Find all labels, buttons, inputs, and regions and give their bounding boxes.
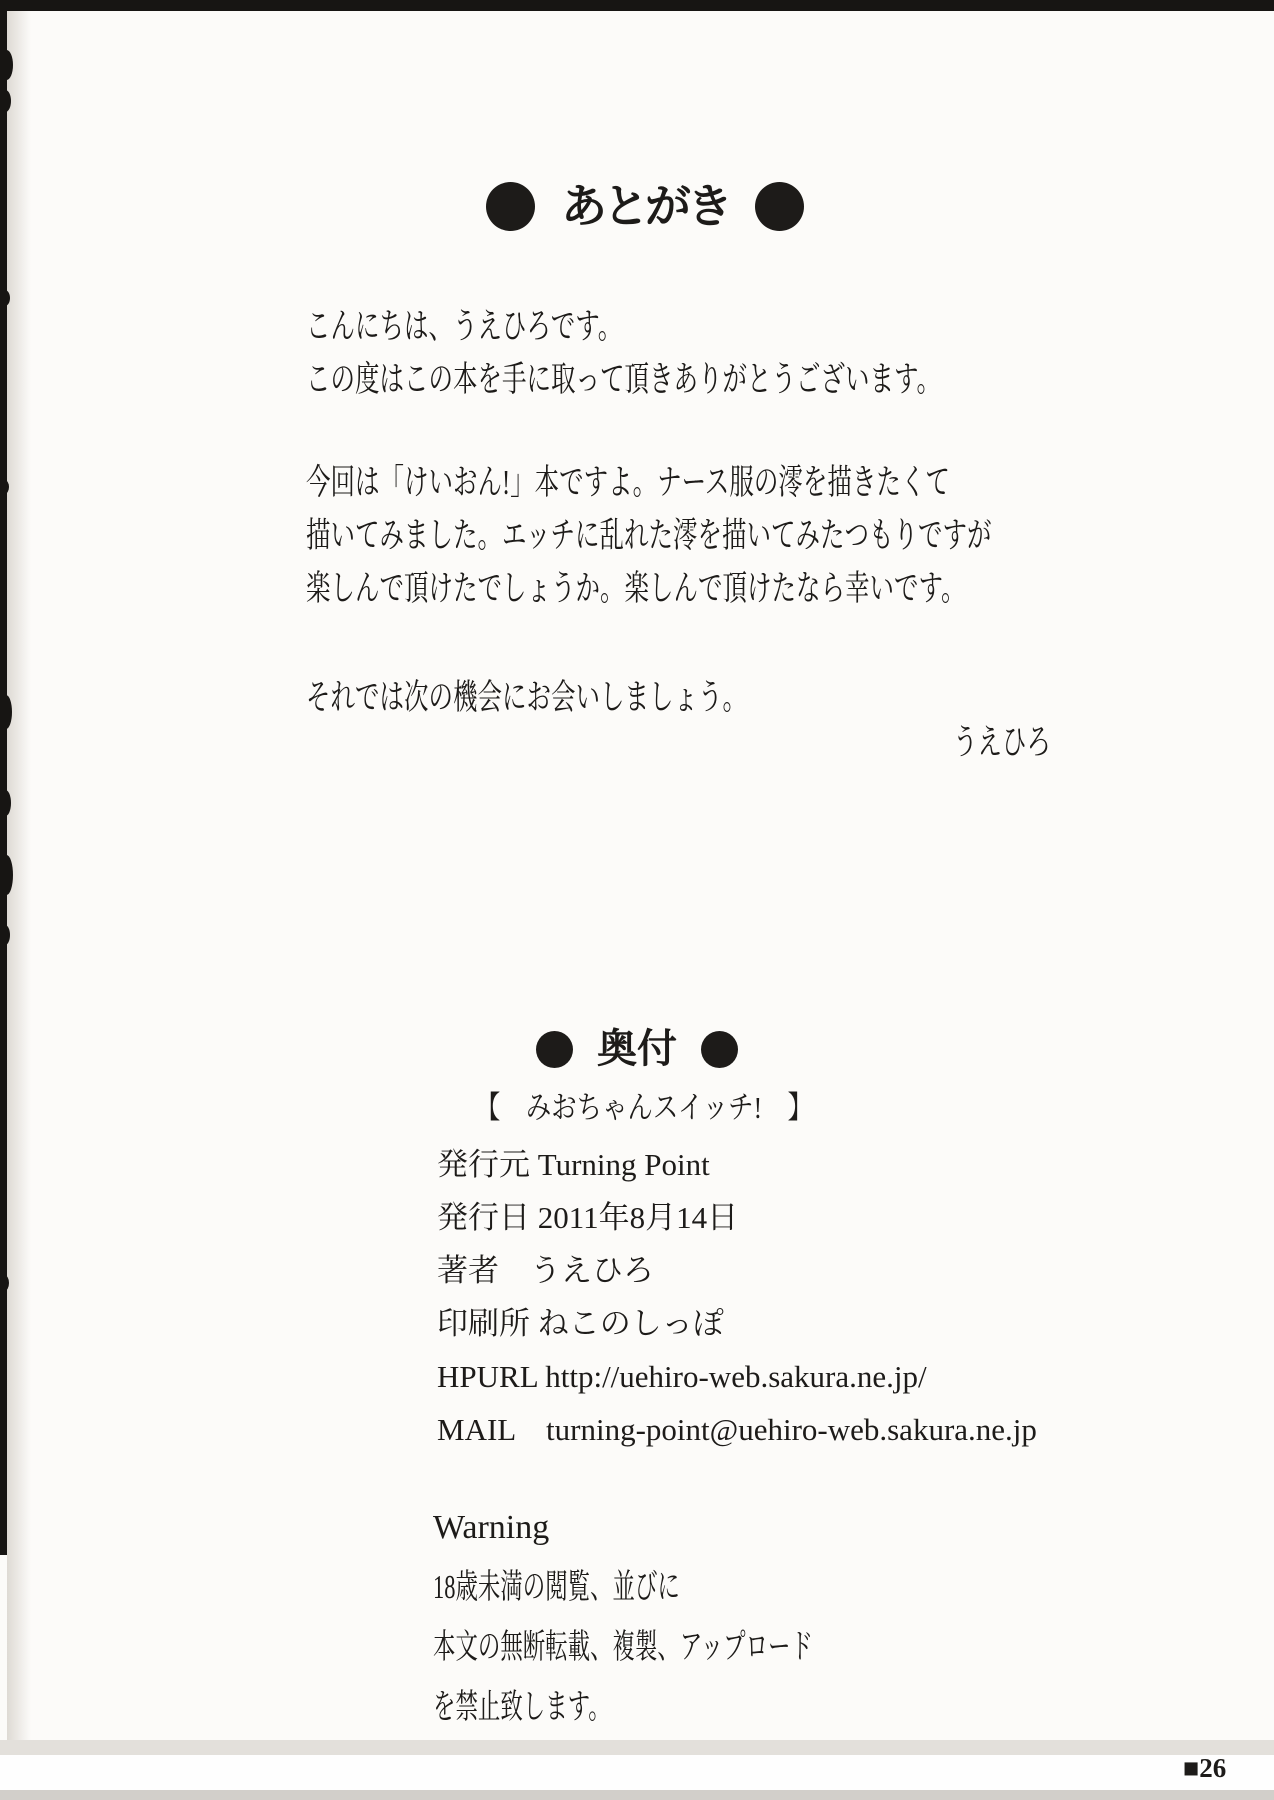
paragraph-line: 楽しんで頂けたでしょうか。楽しんで頂けたなら幸いです。 — [306, 569, 966, 608]
colophon-homepage-url: HPURL http://uehiro-web.sakura.ne.jp/ — [437, 1359, 927, 1394]
colophon-title: 奥付 — [597, 1026, 677, 1071]
warning-line: 18歳未満の閲覧、並びに — [433, 1569, 680, 1606]
scan-noise-blob — [0, 1275, 9, 1291]
bullet-dot-icon — [755, 182, 804, 231]
scan-edge-top — [0, 0, 1274, 11]
afterword-paragraph-3 — [306, 671, 747, 724]
afterword-heading — [8, 182, 1274, 231]
warning-block — [433, 1498, 1009, 1738]
colophon-details — [437, 1138, 1037, 1456]
colophon-heading — [0, 1026, 1274, 1071]
colophon-author: 著者 うえひろ — [437, 1253, 654, 1288]
footer-band-white — [0, 1755, 1274, 1790]
scan-noise-blob — [0, 790, 11, 816]
paragraph-line: 今回は「けいおん!」本ですよ。ナース服の澪を描きたくて — [306, 463, 950, 502]
scan-noise-blob — [0, 290, 10, 306]
paragraph-line: こんにちは、うえひろです。 — [306, 307, 623, 346]
scan-noise-blob — [0, 50, 13, 80]
paragraph-line: この度はこの本を手に取って頂きありがとうございます。 — [306, 360, 942, 399]
afterword-title: あとがき — [561, 181, 729, 232]
warning-line: 本文の無断転載、複製、アップロード — [433, 1629, 813, 1666]
author-signature: うえひろ — [953, 723, 1052, 762]
book-title: 【 みおちゃんスイッチ! 】 — [475, 1090, 813, 1125]
bullet-dot-icon — [701, 1031, 738, 1068]
footer-band-lower — [0, 1790, 1274, 1800]
paragraph-line: それでは次の機会にお会いしましょう。 — [306, 678, 748, 717]
colophon-printer: 印刷所 ねこのしっぽ — [437, 1306, 724, 1341]
colophon-publish-date: 発行日 2011年8月14日 — [437, 1200, 739, 1235]
page-number: ■26 — [1183, 1753, 1227, 1783]
scan-noise-blob — [0, 855, 13, 895]
warning-line: を禁止致します。 — [433, 1689, 611, 1726]
scan-noise-blob — [0, 90, 11, 112]
afterword-paragraph-1 — [306, 300, 941, 406]
colophon-publisher: 発行元 Turning Point — [437, 1147, 710, 1182]
colophon-mail-address: MAIL turning-point@uehiro-web.sakura.ne.jp — [437, 1412, 1037, 1447]
scan-noise-blob — [0, 480, 9, 494]
scan-noise-blob — [0, 695, 12, 729]
paragraph-line: 描いてみました。エッチに乱れた澪を描いてみたつもりですが — [306, 516, 992, 555]
scan-noise-blob — [0, 925, 10, 945]
warning-title: Warning — [433, 1509, 550, 1546]
scan-edge-left — [0, 11, 7, 1555]
bullet-dot-icon — [486, 182, 535, 231]
footer-band-upper — [0, 1740, 1274, 1755]
afterword-paragraph-2 — [306, 456, 992, 615]
bullet-dot-icon — [536, 1031, 573, 1068]
